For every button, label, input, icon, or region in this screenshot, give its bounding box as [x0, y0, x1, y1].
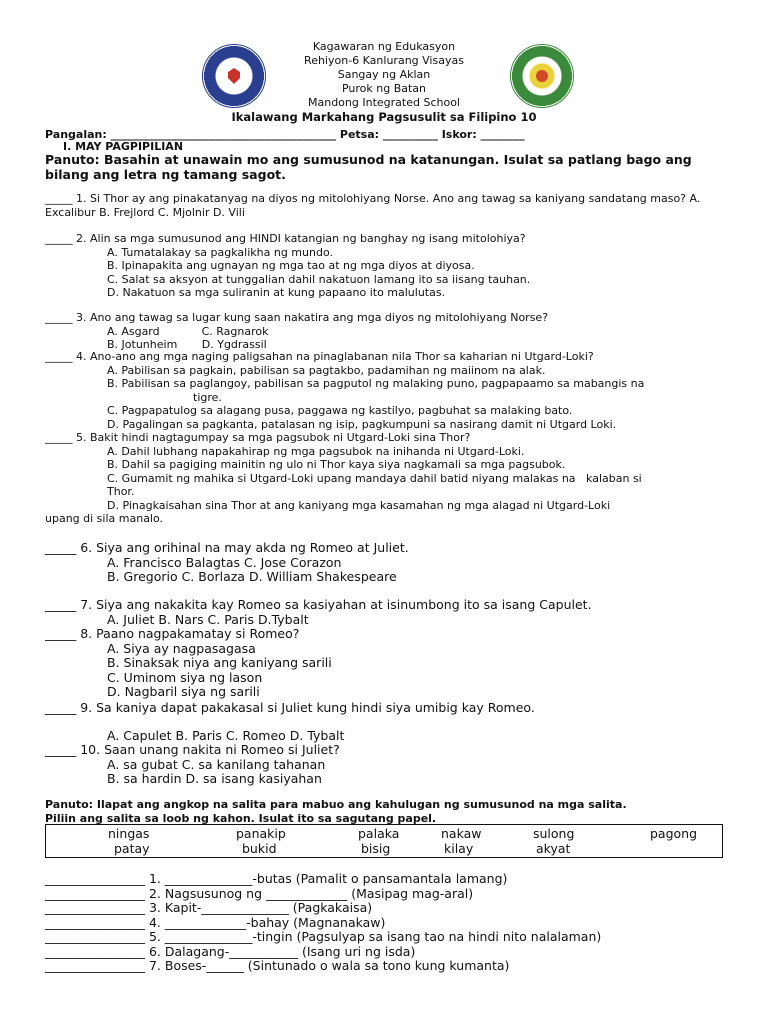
choice: C. Salat sa aksyon at tunggalian dahil nakatuon lamang ito sa iisang tauhan.	[107, 272, 531, 286]
question-7	[45, 598, 725, 627]
question-4	[45, 350, 725, 431]
choice: A. sa gubat C. sa kanilang tahanan	[107, 756, 326, 772]
word-choice: kilay	[444, 841, 474, 856]
choice: D. Nakatuon sa mga suliranin at kung papaano ito malulutas.	[107, 286, 446, 299]
question-text: _____ 9. Sa kaniya dapat pakakasal si Juliet kung hindi siya umibig kay Romeo.	[45, 700, 535, 715]
choice: B. Ipinapakita ang ugnayan ng mga tao at ng mga diyos at diyosa.	[107, 259, 475, 272]
header-line: Rehiyon-6 Kanlurang Visayas	[304, 54, 464, 67]
word-choice: pagong	[650, 826, 698, 841]
word-choice: patay	[114, 841, 150, 856]
choice: D. Nagbaril siya ng sarili	[107, 684, 260, 699]
fill-in-item: ________________ 2. Nagsusunog ng _____________ (Masipag mag-aral)	[45, 885, 474, 901]
header-line: Sangay ng Aklan	[337, 68, 431, 81]
fill-in-item: ________________ 4. _____________-bahay (Magnanakaw)	[45, 914, 386, 930]
question-text: _____ 2. Alin sa mga sumusunod ang HINDI katangian ng banghay ng isang mitolohiya?	[45, 232, 526, 245]
student-info-line: Pangalan: _________________________________________ Petsa: __________ Iskor: ________	[45, 128, 525, 141]
word-choice: bisig	[361, 841, 391, 856]
instructions-line: Piliin ang salita sa loob ng kahon. Isulat ito sa sagutang papel.	[45, 811, 437, 825]
choice-continuation: tigre.	[193, 390, 222, 404]
fill-in-item: ________________ 6. Dalagang-___________ (Isang uri ng isda)	[45, 943, 416, 959]
choice: A. Tumatalakay sa pagkalikha ng mundo.	[107, 245, 333, 259]
choice: C. Pagpapatulog sa alagang pusa, paggawa ng kastilyo, pagbuhat sa malaking bato.	[107, 404, 573, 417]
choice: A. Dahil lubhang napakahirap ng mga pagsubok na inihanda ni Utgard-Loki.	[107, 444, 525, 458]
instructions-1: Panuto: Basahin at unawain mo ang sumusunod na katanungan. Isulat sa patlang bago ang bilang ang letra ng tamang sagot.	[45, 152, 692, 182]
choice: A. Capulet B. Paris C. Romeo D. Tybalt	[107, 727, 345, 743]
question-text: _____ 6. Siya ang orihinal na may akda ng Romeo at Juliet.	[45, 540, 409, 555]
question-9	[45, 701, 725, 743]
choice-continuation: upang di sila manalo.	[45, 512, 164, 525]
fill-in-item: ________________ 1. ______________-butas (Pamalit o pansamantala lamang)	[45, 871, 508, 886]
choice: A. Francisco Balagtas C. Jose Corazon	[107, 554, 342, 570]
choice: D. Pinagkaisahan sina Thor at ang kaniyang mga kasamahan ng mga alagad ni Utgard-Loki	[107, 498, 611, 512]
question-8	[45, 627, 725, 700]
document-header	[0, 40, 768, 124]
word-box	[45, 824, 723, 858]
choice: B. Pabilisan sa paglangoy, pabilisan sa pagputol ng malaking puno, pagpapaamo sa mabangis na	[107, 377, 645, 390]
question-text: _____ 10. Saan unang nakita ni Romeo si Juliet?	[45, 742, 340, 757]
header-line: Kagawaran ng Edukasyon	[312, 40, 456, 53]
question-3	[45, 311, 725, 352]
choice: A. Juliet B. Nars C. Paris D.Tybalt	[107, 611, 309, 627]
choice-continuation: Thor.	[107, 485, 135, 498]
choice: A. Asgard C. Ragnarok	[107, 324, 269, 338]
section-title: I. MAY PAGPIPILIAN	[63, 140, 184, 153]
fill-in-item: ________________ 5. ______________-tingin (Pagsulyap sa isang tao na hindi nito nalalaman)	[45, 929, 602, 944]
question-text: _____ 5. Bakit hindi nagtagumpay sa mga pagsubok ni Utgard-Loki sina Thor?	[45, 431, 471, 444]
header-line: Purok ng Batan	[341, 82, 427, 95]
question-10	[45, 743, 725, 787]
word-choice: panakip	[236, 826, 286, 841]
instructions-2	[45, 798, 725, 825]
choice: D. Pagalingan sa pagkanta, patalasan ng isip, pagkumpuni sa nasirang damit ni Utgard Loki.	[107, 417, 617, 431]
fill-in-item: ________________ 7. Boses-______ (Sintunado o wala sa tono kung kumanta)	[45, 958, 510, 973]
question-1: _____ 1. Si Thor ay ang pinakatanyag na diyos ng mitolohiyang Norse. Ano ang tawag sa kaniyang sandatang maso? A. Excalibur B. Frejlord C. Mjolnir D. Vili	[45, 192, 701, 219]
instructions-line: Panuto: Ilapat ang angkop na salita para mabuo ang kahulugan ng sumusunod na mga salita.	[45, 798, 627, 811]
choice: A. Pabilisan sa pagkain, pabilisan sa pagtakbo, padamihan ng maiinom na alak.	[107, 363, 546, 377]
question-text: _____ 4. Ano-ano ang mga naging paligsahan na pinaglabanan nila Thor sa kaharian ni Utgard-Loki?	[45, 350, 594, 363]
choice: C. Uminom siya ng lason	[107, 669, 263, 685]
choice: C. Gumamit ng mahika si Utgard-Loki upang mandaya dahil batid niyang malakas na kalaban si	[107, 471, 642, 485]
choice: B. Sinaksak niya ang kaniyang sarili	[107, 655, 332, 670]
question-text: _____ 7. Siya ang nakakita kay Romeo sa kasiyahan at isinumbong ito sa isang Capulet.	[45, 597, 592, 612]
question-6	[45, 541, 725, 585]
word-choice: akyat	[536, 841, 571, 856]
word-choice: ningas	[108, 826, 150, 841]
question-2	[45, 232, 725, 300]
choice: B. Jotunheim D. Ygdrassil	[107, 338, 267, 351]
word-choice: bukid	[242, 841, 277, 856]
exam-title: Ikalawang Markahang Pagsusulit sa Filipino 10	[231, 110, 537, 124]
question-text: _____ 8. Paano nagpakamatay si Romeo?	[45, 626, 300, 641]
question-text: _____ 3. Ano ang tawag sa lugar kung saan nakatira ang mga diyos ng mitolohiyang Norse?	[45, 311, 549, 324]
fill-in-items	[45, 872, 725, 974]
question-5	[45, 431, 725, 526]
choice: B. Dahil sa pagiging mainitin ng ulo ni Thor kaya siya nagkamali sa mga pagsubok.	[107, 458, 566, 471]
word-choice: palaka	[358, 826, 400, 841]
choice: B. Gregorio C. Borlaza D. William Shakespeare	[107, 569, 397, 584]
fill-in-item: ________________ 3. Kapit-______________ (Pagkakaisa)	[45, 900, 373, 915]
word-choice: sulong	[533, 826, 575, 841]
header-line: Mandong Integrated School	[308, 96, 460, 109]
word-choice: nakaw	[441, 826, 482, 841]
choice: A. Siya ay nagpasagasa	[107, 640, 256, 656]
choice: B. sa hardin D. sa isang kasiyahan	[107, 771, 322, 786]
